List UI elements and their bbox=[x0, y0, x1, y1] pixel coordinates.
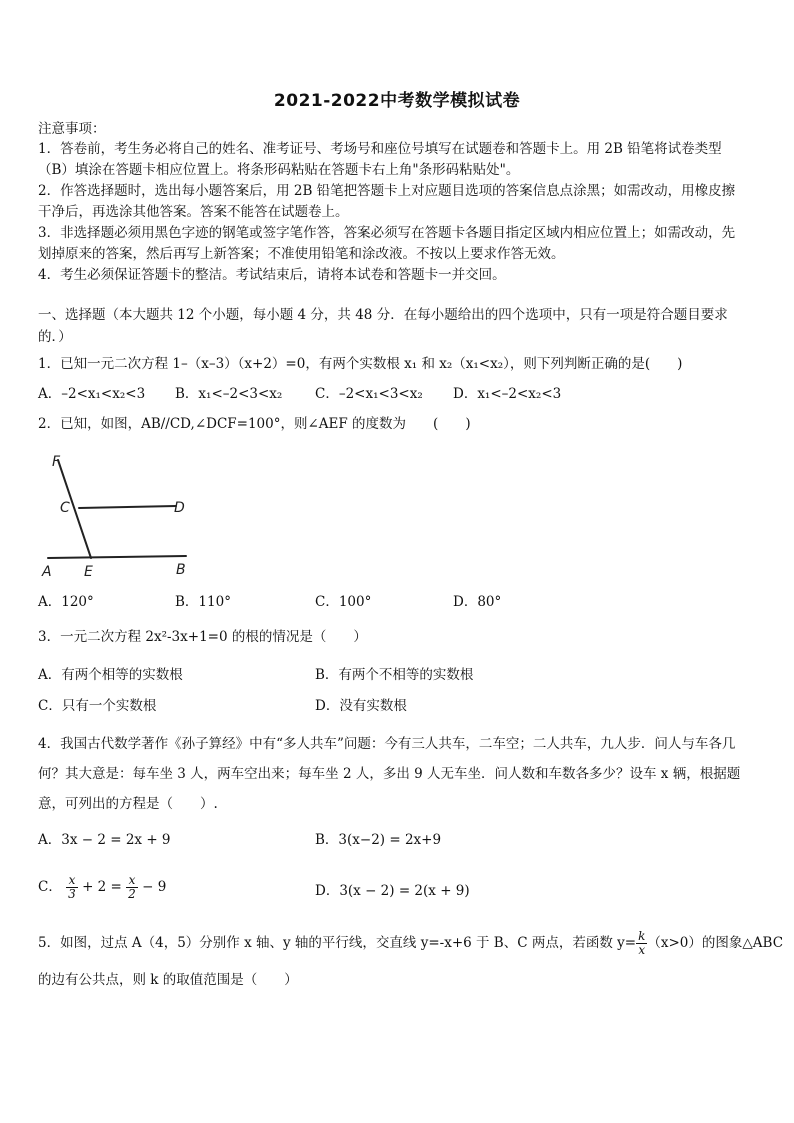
q4-option-c-end: − 9 bbox=[142, 879, 167, 895]
frac-denominator: 2 bbox=[128, 887, 136, 901]
label-e: E bbox=[84, 564, 93, 580]
q3-stem: 3．一元二次方程 2x²-3x+1=0 的根的情况是（ ） bbox=[38, 629, 367, 645]
line-cd bbox=[79, 506, 176, 508]
label-f: F bbox=[52, 454, 61, 470]
q5-text-part1: 5．如图，过点 A（4，5）分别作 x 轴、y 轴的平行线，交直线 y=-x+6 于 B、C 两点，若函数 y= bbox=[38, 935, 637, 951]
q1-stem: 1．已知一元二次方程 1–（x–3）（x+2）=0，有两个实数根 x₁ 和 x₂（x₁<x₂），则下列判断正确的是( ) bbox=[38, 356, 683, 372]
q1-option-a: A．–2<x₁<x₂<3 bbox=[38, 386, 146, 402]
q4-option-b: B．3(x−2) = 2x+9 bbox=[315, 832, 442, 848]
q2-option-b: B．110° bbox=[175, 594, 231, 610]
q2-figure bbox=[36, 440, 196, 585]
notes-line: 1．答卷前，考生务必将自己的姓名、准考证号、考场号和座位号填写在试题卷和答题卡上。用 2B 铅笔将试卷类型 bbox=[38, 141, 722, 157]
q3-option-d: D．没有实数根 bbox=[315, 698, 407, 714]
q2-stem: 2．已知，如图，AB//CD,∠DCF=100°，则∠AEF 的度数为 ( ) bbox=[38, 416, 471, 432]
q4-option-c bbox=[38, 872, 166, 902]
q4-stem-line2: 何？其大意是：每车坐 3 人，两车空出来；每车坐 2 人，多出 9 人无车坐．问人数和车数各多少？设车 x 辆，根据题 bbox=[38, 766, 741, 782]
frac-numerator: x bbox=[68, 873, 76, 887]
notes-line: 干净后，再选涂其他答案。答案不能答在试题卷上。 bbox=[38, 204, 349, 220]
q4-option-c-label: C． bbox=[38, 879, 62, 895]
q5-stem-line2: 的边有公共点，则 k 的取值范围是（ ） bbox=[38, 972, 298, 988]
q3-option-a: A．有两个相等的实数根 bbox=[38, 667, 183, 683]
q3-option-b: B．有两个不相等的实数根 bbox=[315, 667, 474, 683]
q5-stem-line1 bbox=[38, 926, 784, 960]
frac-numerator: x bbox=[128, 873, 136, 887]
notes-heading: 注意事项： bbox=[38, 121, 106, 137]
q1-option-d: D．x₁<–2<x₂<3 bbox=[453, 386, 562, 402]
q4-option-d: D．3(x − 2) = 2(x + 9) bbox=[315, 883, 470, 899]
notes-line: 划掉原来的答案，然后再写上新答案；不准使用铅笔和涂改液。不按以上要求作答无效。 bbox=[38, 246, 565, 262]
exam-title: 2021-2022中考数学模拟试卷 bbox=[273, 91, 521, 111]
q4-option-c-frac2 bbox=[126, 874, 138, 901]
section-heading-cont: 的．） bbox=[38, 329, 72, 345]
frac-numerator: k bbox=[638, 929, 646, 943]
frac-denominator: 3 bbox=[68, 887, 76, 901]
q5-fraction bbox=[636, 930, 647, 957]
q4-stem-line3: 意，可列出的方程是（ ）. bbox=[38, 796, 218, 812]
q4-stem-line1: 4．我国古代数学著作《孙子算经》中有“多人共车”问题：今有三人共车，二车空；二人共车，九人步．问人与车各几 bbox=[38, 736, 736, 752]
frac-denominator: x bbox=[636, 943, 647, 957]
label-c: C bbox=[60, 500, 70, 516]
label-b: B bbox=[176, 562, 186, 578]
q5-text-part2: （x>0）的图象△ABC bbox=[647, 935, 784, 951]
q2-option-a: A．120° bbox=[38, 594, 94, 610]
q1-option-b: B．x₁<–2<3<x₂ bbox=[175, 386, 283, 402]
q4-option-c-frac1 bbox=[66, 874, 78, 901]
label-a: A bbox=[42, 564, 52, 580]
line-ab bbox=[48, 556, 186, 558]
label-d: D bbox=[174, 500, 185, 516]
q4-option-c-mid: + 2 = bbox=[82, 879, 122, 895]
notes-line: （B）填涂在答题卡相应位置上。将条形码粘贴在答题卡右上角"条形码粘贴处"。 bbox=[38, 162, 520, 178]
notes-line: 2．作答选择题时，选出每小题答案后，用 2B 铅笔把答题卡上对应题目选项的答案信息点涂黑；如需改动，用橡皮擦 bbox=[38, 183, 736, 199]
q2-option-c: C．100° bbox=[315, 594, 372, 610]
q3-option-c: C．只有一个实数根 bbox=[38, 698, 157, 714]
section-heading: 一、选择题（本大题共 12 个小题，每小题 4 分，共 48 分．在每小题给出的四个选项中，只有一项是符合题目要求 bbox=[38, 307, 728, 323]
notes-line: 3．非选择题必须用黑色字迹的钢笔或签字笔作答，答案必须写在答题卡各题目指定区域内相应位置上；如需改动，先 bbox=[38, 225, 736, 241]
notes-line: 4．考生必须保证答题卡的整洁。考试结束后，请将本试卷和答题卡一并交回。 bbox=[38, 267, 506, 283]
q2-option-d: D．80° bbox=[453, 594, 502, 610]
q4-option-a: A．3x − 2 = 2x + 9 bbox=[38, 832, 171, 848]
q1-option-c: C．–2<x₁<3<x₂ bbox=[315, 386, 423, 402]
